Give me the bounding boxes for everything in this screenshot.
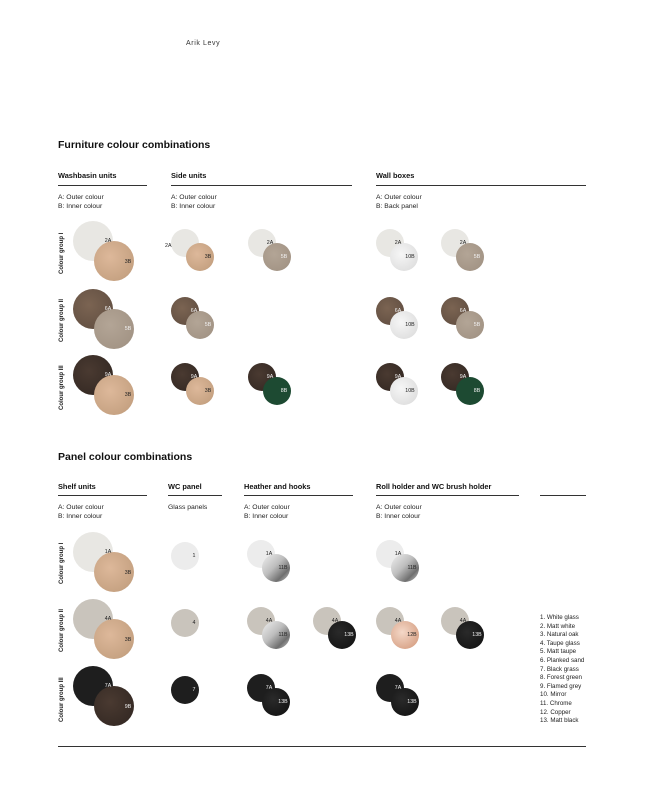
code-label: 6A [394, 308, 402, 314]
code-label: 8B [280, 388, 288, 394]
code-label: 10B [405, 254, 415, 260]
note-inner: B: Inner colour [58, 203, 103, 210]
code-label: 2A [459, 240, 467, 246]
wall-boxes-rule [376, 185, 586, 186]
code-label: 2A [394, 240, 402, 246]
legend-item: 3. Natural oak [540, 631, 579, 639]
code-label: 7A [394, 685, 402, 691]
code-label: 8B [473, 388, 481, 394]
roll-holder-notes [376, 503, 422, 521]
legend-item: 5. Matt taupe [540, 648, 577, 656]
side-units-notes [171, 193, 217, 211]
code-label: 9A [394, 374, 402, 380]
washbasin-units-heading: Washbasin units [58, 171, 117, 180]
legend-item: 11. Chrome [540, 699, 572, 707]
code-label: 3B [124, 259, 132, 265]
side-units-rule [171, 185, 352, 186]
note-outer: A: Outer colour [58, 194, 104, 201]
code-label: 12B [407, 632, 417, 638]
legend-item: 1. White glass [540, 614, 579, 621]
shelf-units-heading: Shelf units [58, 482, 96, 491]
code-label: 3B [124, 392, 132, 398]
washbasin-rule [58, 185, 147, 186]
note-outer: A: Outer colour [376, 194, 422, 201]
code-label: 2A [266, 240, 274, 246]
code-label: 6A [459, 308, 467, 314]
code-label: 9A [190, 374, 198, 380]
legend-rule [540, 495, 586, 496]
heather-hooks-notes [244, 503, 290, 521]
code-label: 4A [331, 618, 339, 624]
row-label-group-2: Colour group II [59, 609, 65, 652]
code-label: 5B [204, 322, 212, 328]
row-label-group-1: Colour group I [59, 232, 65, 274]
author-name: Arik Levy [186, 40, 221, 47]
note-inner: B: Inner colour [376, 513, 421, 520]
code-label: 6A [190, 308, 198, 314]
legend-item: 7. Black grass [540, 665, 579, 673]
furniture-section-title: Furniture colour combinations [58, 139, 211, 151]
code-label: 3B [204, 254, 212, 260]
code-label: 6A [104, 306, 112, 312]
code-label: 4A [459, 618, 467, 624]
code-label: 13B [407, 699, 417, 705]
note-outer: A: Outer colour [244, 504, 290, 511]
code-label: 5B [473, 254, 481, 260]
panel-section-title: Panel colour combinations [58, 451, 193, 463]
code-label: 9A [459, 374, 467, 380]
note-back: B: Back panel [376, 203, 418, 210]
wall-boxes-heading: Wall boxes [376, 171, 415, 180]
legend-item: 10. Mirror [540, 691, 567, 699]
material-legend [540, 614, 584, 726]
code-label: 11B [407, 565, 417, 571]
code-label: 9B [124, 704, 132, 710]
code-label: 3B [124, 637, 132, 643]
code-label: 13B [472, 632, 482, 638]
footer-rule [58, 746, 586, 747]
wall-boxes-notes [376, 193, 422, 211]
note-outer: A: Outer colour [376, 504, 422, 511]
code-label: 1A [104, 549, 112, 555]
wc-panel-notes [168, 503, 207, 512]
code-label: 9A [104, 372, 112, 378]
roll-holder-rule [376, 495, 519, 496]
code-label: 1A [394, 551, 402, 557]
note-inner: B: Inner colour [171, 203, 216, 210]
code-label: 3B [124, 570, 132, 576]
code-label: 7A [104, 683, 112, 689]
legend-item: 4. Taupe glass [540, 639, 580, 647]
code-label: 2A [104, 238, 112, 244]
code-label: 4A [104, 616, 112, 622]
code-label: 1A [265, 551, 273, 557]
roll-holder-heading: Roll holder and WC brush holder [376, 482, 492, 491]
code-label: 13B [344, 632, 354, 638]
heather-hooks-rule [244, 495, 353, 496]
note-outer: A: Outer colour [171, 194, 217, 201]
code-label: 9A [266, 374, 274, 380]
note-outer: A: Outer colour [58, 504, 104, 511]
row-label-group-3: Colour group III [59, 677, 65, 722]
code-label: 5B [280, 254, 288, 260]
legend-item: 9. Flamed grey [540, 682, 582, 690]
legend-item: 2. Matt white [540, 622, 576, 630]
code-label: 3B [204, 388, 212, 394]
code-label: 13B [278, 699, 288, 705]
note-inner: B: Inner colour [244, 513, 289, 520]
side-units-heading: Side units [171, 171, 207, 180]
wc-panel-heading: WC panel [168, 482, 202, 491]
code-label: 7 [192, 687, 196, 693]
heather-hooks-heading: Heather and hooks [244, 482, 311, 491]
code-label: 4A [394, 618, 402, 624]
row-label-group-3: Colour group III [59, 365, 65, 410]
code-label: 2A [165, 243, 172, 249]
legend-item: 6. Planked sand [540, 656, 585, 664]
legend-item: 8. Forest green [540, 674, 582, 682]
code-label: 4 [192, 620, 196, 626]
washbasin-notes [58, 193, 104, 211]
code-label: 11B [278, 565, 288, 571]
shelf-units-rule [58, 495, 147, 496]
shelf-units-notes [58, 503, 104, 521]
code-label: 1 [192, 553, 196, 559]
row-label-group-1: Colour group I [59, 542, 65, 584]
code-label: 11B [278, 632, 288, 638]
code-label: 7A [265, 685, 273, 691]
code-label: 5B [124, 326, 132, 332]
code-label: 10B [405, 388, 415, 394]
code-label: 5B [473, 322, 481, 328]
legend-item: 13. Matt black [540, 717, 579, 725]
legend-item: 12. Copper [540, 708, 571, 716]
code-label: 4A [265, 618, 273, 624]
note-inner: B: Inner colour [58, 513, 103, 520]
row-label-group-2: Colour group II [59, 299, 65, 342]
wc-panel-rule [168, 495, 222, 496]
note-glass: Glass panels [168, 504, 208, 511]
code-label: 10B [405, 322, 415, 328]
